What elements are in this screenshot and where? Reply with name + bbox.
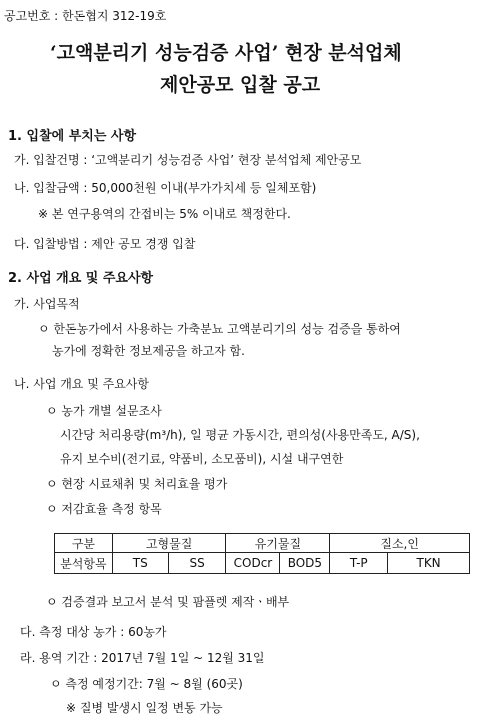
table-cell-tp: T-P — [330, 553, 388, 574]
table-header-nitrogen-phosphorus: 질소,인 — [330, 534, 470, 553]
indirect-cost-note: ※ 본 연구용역의 간접비는 5% 이내로 책정한다. — [38, 207, 291, 221]
table-cell-cod: CODcr — [226, 553, 280, 574]
section-2-heading: 2. 사업 개요 및 주요사항 — [8, 271, 154, 286]
notice-number: 공고번호 : 한돈협지 312-19호 — [4, 9, 167, 23]
target-farms: 다. 측정 대상 농가 : 60농가 — [20, 625, 167, 639]
item-bid-name: 가. 입찰건명 : ‘고액분리기 성능검증 사업’ 현장 분석업체 제안공모 — [14, 153, 362, 167]
schedule-note: ※ 질병 발생시 일정 변동 가능 — [66, 701, 223, 715]
purpose-label: 가. 사업목적 — [14, 297, 80, 311]
reduction-item: ㅇ 저감효율 측정 항목 — [46, 502, 162, 516]
table-cell-ts: TS — [112, 553, 168, 574]
table-cell-tkn: TKN — [388, 553, 470, 574]
table-cell-ss: SS — [168, 553, 226, 574]
table-header-solids: 고형물질 — [112, 534, 226, 553]
overview-label: 나. 사업 개요 및 주요사항 — [14, 377, 149, 391]
survey-detail-2: 유지 보수비(전기료, 약품비, 소모품비), 시설 내구연한 — [60, 452, 344, 466]
measurement-schedule: ㅇ 측정 예정기간: 7월 ~ 8월 (60곳) — [50, 677, 243, 691]
item-bid-amount: 나. 입찰금액 : 50,000천원 이내(부가가치세 등 일체포함) — [14, 181, 317, 195]
service-period: 라. 용역 기간 : 2017년 7월 1일 ~ 12월 31일 — [20, 651, 265, 665]
survey-item: ㅇ 농가 개별 설문조사 — [46, 404, 162, 418]
item-bid-method: 다. 입찰방법 : 제안 공모 경쟁 입찰 — [14, 237, 196, 251]
page-subtitle: 제안공모 입찰 공고 — [160, 74, 321, 96]
analysis-items-table — [54, 533, 470, 574]
table-cell-bod: BOD5 — [280, 553, 330, 574]
table-header-category: 구분 — [55, 534, 113, 553]
page-title: ‘고액분리기 성능검증 사업’ 현장 분석업체 — [50, 42, 402, 64]
section-1-heading: 1. 입찰에 부치는 사항 — [8, 129, 137, 144]
purpose-line-2: 농가에 정확한 정보제공을 하고자 함. — [52, 344, 245, 358]
table-row-label: 분석항목 — [55, 553, 113, 574]
sampling-item: ㅇ 현장 시료채취 및 처리효율 평가 — [46, 477, 228, 491]
survey-detail-1: 시간당 처리용량(m³/h), 일 평균 가동시간, 편의성(사용만족도, A/S), — [60, 428, 420, 442]
purpose-line-1: ㅇ 한돈농가에서 사용하는 가축분뇨 고액분리기의 성능 검증을 통하여 — [38, 322, 401, 336]
table-header-organics: 유기물질 — [226, 534, 330, 553]
report-item: ㅇ 검증결과 보고서 분석 및 팜플렛 제작ㆍ배부 — [46, 595, 290, 609]
